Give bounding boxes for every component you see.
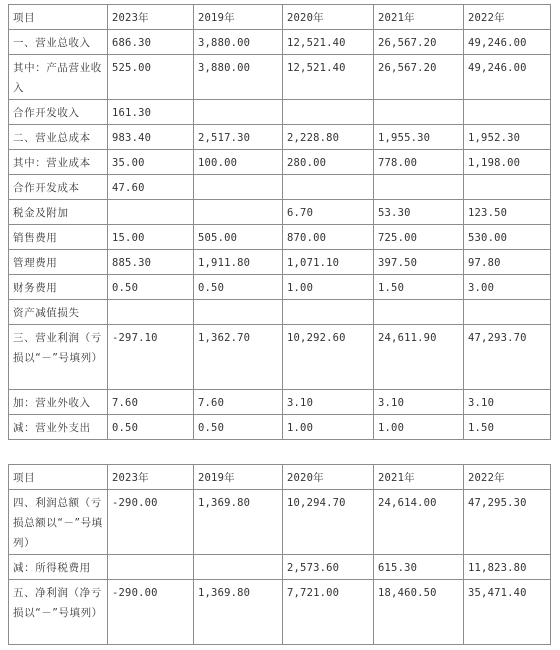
table-cell: 47,295.30 [464, 490, 551, 555]
table-cell: 686.30 [108, 30, 194, 55]
table-cell: 161.30 [108, 100, 194, 125]
table-cell [108, 555, 194, 580]
table-cell: 6.70 [283, 200, 374, 225]
row-label: 加：营业外收入 [9, 390, 108, 415]
table-row [9, 300, 551, 325]
table-row [9, 125, 551, 150]
table-row [9, 55, 551, 100]
row-label: 财务费用 [9, 275, 108, 300]
row-label: 管理费用 [9, 250, 108, 275]
header-row [9, 465, 551, 490]
table-1-body [9, 5, 551, 440]
table-cell: 26,567.20 [374, 55, 464, 100]
table-cell: 1,369.80 [194, 490, 283, 555]
table-row [9, 200, 551, 225]
table-cell: 1.00 [374, 415, 464, 440]
income-statement-table-1 [8, 4, 551, 440]
table-cell: 1,911.80 [194, 250, 283, 275]
row-label: 其中：产品营业收入 [9, 55, 108, 100]
table-cell [374, 100, 464, 125]
table-cell [108, 300, 194, 325]
table-cell: 12,521.40 [283, 55, 374, 100]
row-label: 二、营业总成本 [9, 125, 108, 150]
header-row [9, 5, 551, 30]
table-cell: 97.80 [464, 250, 551, 275]
column-header: 2021年 [374, 465, 464, 490]
table-row [9, 30, 551, 55]
column-header: 2019年 [194, 5, 283, 30]
column-header: 2020年 [283, 465, 374, 490]
table-cell [194, 200, 283, 225]
table-cell: 100.00 [194, 150, 283, 175]
row-label: 四、利润总额（亏损总额以“－”号填列） [9, 490, 108, 555]
table-row [9, 490, 551, 555]
income-statement-table-2 [8, 464, 551, 645]
table-cell: 26,567.20 [374, 30, 464, 55]
row-label: 一、营业总收入 [9, 30, 108, 55]
table-cell: 1.00 [283, 275, 374, 300]
table-cell: 3.10 [283, 390, 374, 415]
table-cell: 11,823.80 [464, 555, 551, 580]
table-row [9, 100, 551, 125]
table-cell: 47.60 [108, 175, 194, 200]
table-cell: 3,880.00 [194, 30, 283, 55]
table-cell: 35,471.40 [464, 580, 551, 645]
row-label: 资产减值损失 [9, 300, 108, 325]
table-cell: 505.00 [194, 225, 283, 250]
table-cell [194, 175, 283, 200]
table-cell: 0.50 [108, 415, 194, 440]
table-cell: 123.50 [464, 200, 551, 225]
table-cell: 725.00 [374, 225, 464, 250]
table-cell: 18,460.50 [374, 580, 464, 645]
table-cell: -290.00 [108, 580, 194, 645]
table-cell [374, 300, 464, 325]
table-cell: 49,246.00 [464, 55, 551, 100]
table-cell: 10,294.70 [283, 490, 374, 555]
table-cell: 2,228.80 [283, 125, 374, 150]
table-cell: 1,369.80 [194, 580, 283, 645]
column-header: 2022年 [464, 465, 551, 490]
row-label: 其中：营业成本 [9, 150, 108, 175]
row-label: 三、营业利润（亏损以“－”号填列） [9, 325, 108, 390]
table-row [9, 275, 551, 300]
table-cell: 1,952.30 [464, 125, 551, 150]
table-row [9, 175, 551, 200]
table-cell: 1,071.10 [283, 250, 374, 275]
column-header: 2023年 [108, 5, 194, 30]
table-cell: 870.00 [283, 225, 374, 250]
table-cell: 530.00 [464, 225, 551, 250]
table-row [9, 580, 551, 645]
table-row [9, 415, 551, 440]
row-label: 减：所得税费用 [9, 555, 108, 580]
table-cell: 0.50 [194, 415, 283, 440]
table-cell: 2,517.30 [194, 125, 283, 150]
column-header: 2021年 [374, 5, 464, 30]
table-cell: 983.40 [108, 125, 194, 150]
table-row [9, 250, 551, 275]
table-cell: 24,611.90 [374, 325, 464, 390]
table-cell: 1.00 [283, 415, 374, 440]
table-cell: 35.00 [108, 150, 194, 175]
table-cell: 15.00 [108, 225, 194, 250]
table-cell [283, 175, 374, 200]
table-cell: 3.00 [464, 275, 551, 300]
table-cell [374, 175, 464, 200]
table-cell: 615.30 [374, 555, 464, 580]
table-row [9, 325, 551, 390]
table-cell: 47,293.70 [464, 325, 551, 390]
table-cell: 280.00 [283, 150, 374, 175]
table-cell: 525.00 [108, 55, 194, 100]
table-cell: 24,614.00 [374, 490, 464, 555]
row-label: 五、净利润（净亏损以“－”号填列） [9, 580, 108, 645]
table-cell [194, 300, 283, 325]
row-label: 合作开发收入 [9, 100, 108, 125]
table-cell: -290.00 [108, 490, 194, 555]
table-row [9, 150, 551, 175]
table-cell: 7,721.00 [283, 580, 374, 645]
table-cell [194, 555, 283, 580]
row-label: 销售费用 [9, 225, 108, 250]
table-cell: 778.00 [374, 150, 464, 175]
table-cell: 3.10 [464, 390, 551, 415]
table-cell: 3,880.00 [194, 55, 283, 100]
table-cell: 49,246.00 [464, 30, 551, 55]
table-cell: -297.10 [108, 325, 194, 390]
table-cell: 1,955.30 [374, 125, 464, 150]
table-cell: 10,292.60 [283, 325, 374, 390]
column-header: 项目 [9, 465, 108, 490]
table-cell: 397.50 [374, 250, 464, 275]
table-cell: 2,573.60 [283, 555, 374, 580]
table-row [9, 225, 551, 250]
table-2-body [9, 465, 551, 645]
table-cell: 1.50 [374, 275, 464, 300]
row-label: 合作开发成本 [9, 175, 108, 200]
table-cell: 7.60 [108, 390, 194, 415]
table-cell [108, 200, 194, 225]
table-cell: 53.30 [374, 200, 464, 225]
column-header: 项目 [9, 5, 108, 30]
table-cell: 0.50 [194, 275, 283, 300]
table-cell: 12,521.40 [283, 30, 374, 55]
table-cell: 0.50 [108, 275, 194, 300]
table-cell [283, 300, 374, 325]
table-cell [464, 100, 551, 125]
table-cell: 1.50 [464, 415, 551, 440]
column-header: 2019年 [194, 465, 283, 490]
table-cell: 3.10 [374, 390, 464, 415]
table-cell: 1,198.00 [464, 150, 551, 175]
table-cell: 1,362.70 [194, 325, 283, 390]
row-label: 减：营业外支出 [9, 415, 108, 440]
row-label: 税金及附加 [9, 200, 108, 225]
column-header: 2023年 [108, 465, 194, 490]
column-header: 2020年 [283, 5, 374, 30]
table-cell [464, 300, 551, 325]
table-row [9, 390, 551, 415]
table-cell [283, 100, 374, 125]
table-cell: 885.30 [108, 250, 194, 275]
table-cell [464, 175, 551, 200]
table-row [9, 555, 551, 580]
table-cell: 7.60 [194, 390, 283, 415]
table-cell [194, 100, 283, 125]
column-header: 2022年 [464, 5, 551, 30]
